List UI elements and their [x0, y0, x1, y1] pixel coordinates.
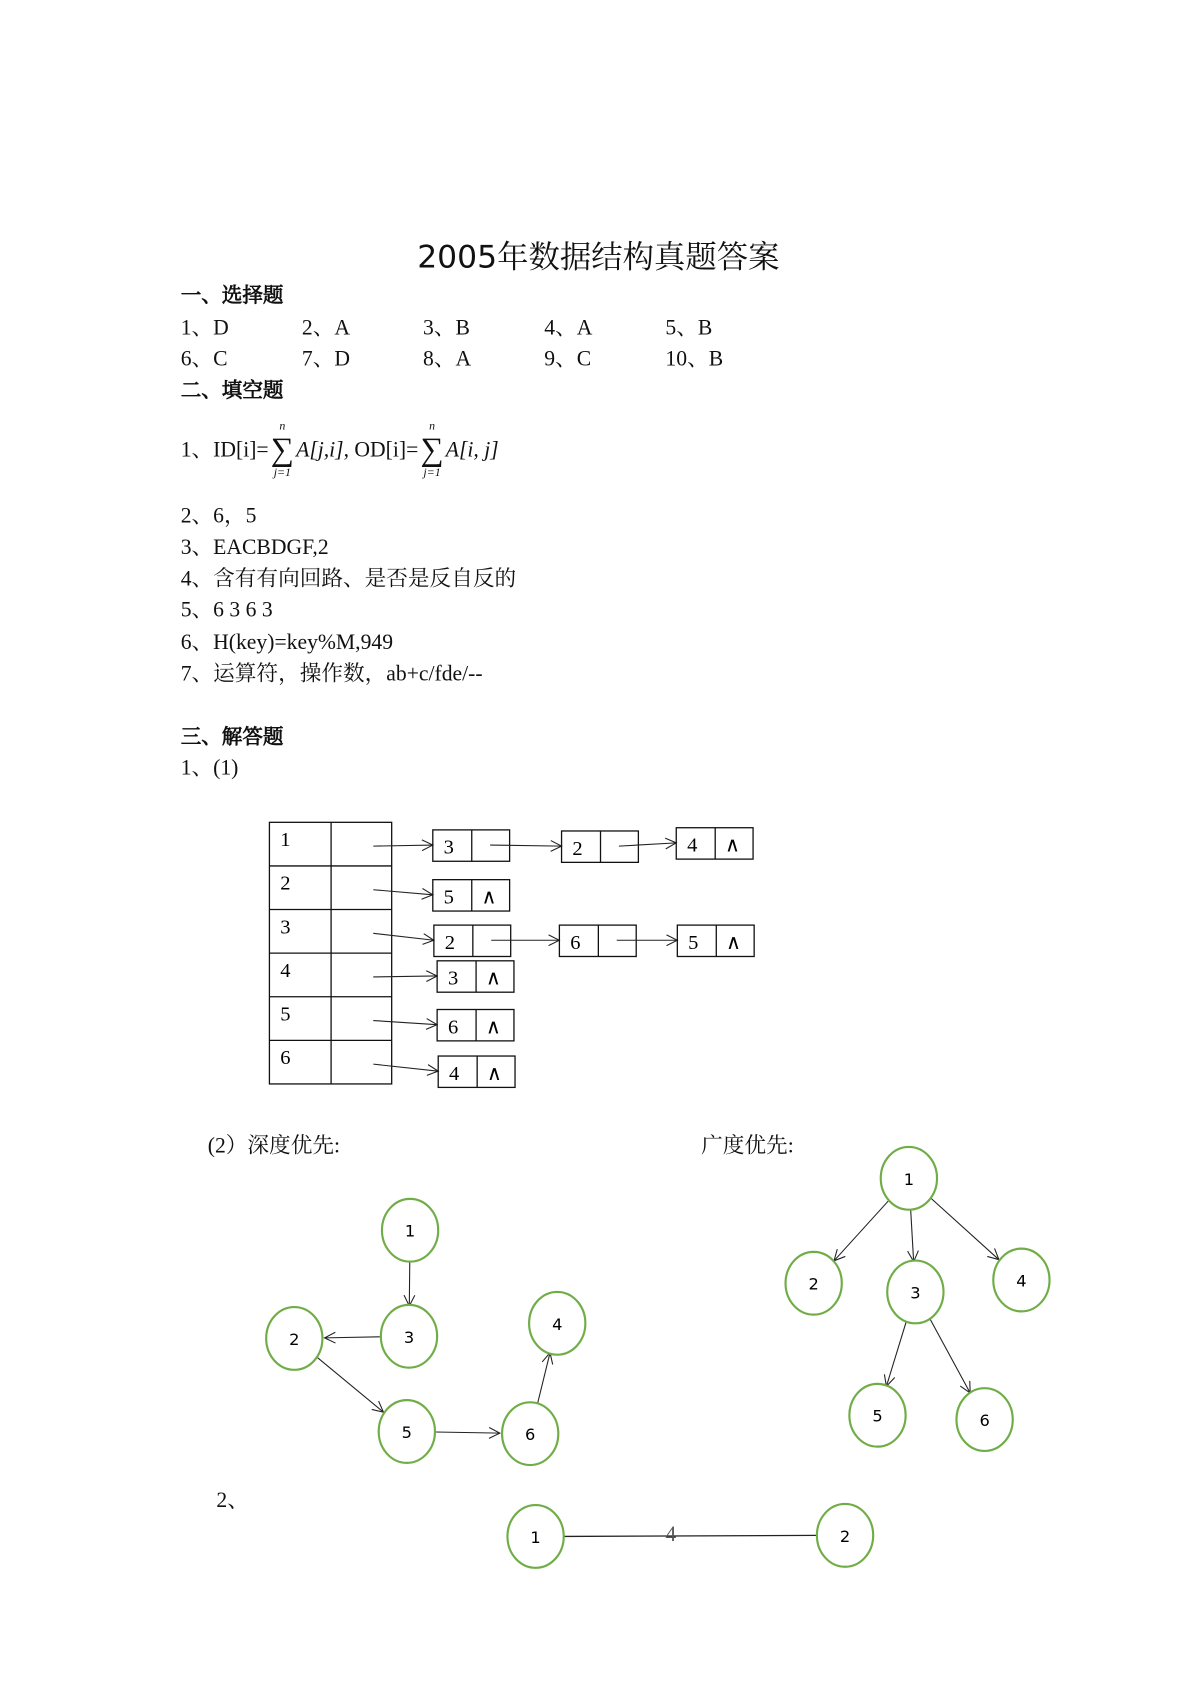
graph-node — [379, 1400, 435, 1463]
pointer-arrow — [373, 933, 434, 940]
graph-edge — [911, 1207, 914, 1261]
node-label: 3 — [404, 1328, 414, 1347]
choice-answer: 3、B — [423, 316, 470, 340]
vertex-cell: 5 — [280, 1004, 290, 1026]
pointer-arrow — [490, 845, 561, 846]
node-label: 1 — [530, 1528, 540, 1547]
graph-node — [502, 1402, 558, 1465]
graph-edge — [325, 1337, 380, 1338]
null-pointer: ∧ — [725, 835, 740, 857]
choice-answer: 5、B — [665, 316, 712, 340]
node-value: 4 — [449, 1063, 459, 1085]
graph-node — [786, 1252, 842, 1315]
graph-node — [956, 1388, 1012, 1451]
question-2-label: 2、 — [216, 1489, 248, 1513]
graph-edge — [436, 1432, 500, 1433]
node-label: 4 — [552, 1315, 562, 1334]
null-pointer: ∧ — [481, 886, 496, 908]
graph-node — [507, 1505, 563, 1568]
list-node — [437, 1010, 514, 1041]
sum-upper: n — [279, 420, 285, 434]
node-label: 5 — [872, 1407, 882, 1426]
node-value: 3 — [448, 968, 458, 990]
list-node — [433, 880, 510, 911]
adjacency-table — [269, 822, 391, 1084]
vertex-cell: 3 — [280, 916, 290, 938]
question-1-label: 1、(1) — [181, 756, 239, 780]
graph-node — [887, 1261, 943, 1324]
node-label: 6 — [525, 1425, 535, 1444]
choice-answer: 4、A — [544, 316, 592, 340]
formula-term1: A[j,i] — [296, 438, 344, 462]
fill-answer: 6、H(key)=key%M,949 — [181, 631, 393, 655]
sigma-symbol: ∑ — [271, 434, 294, 466]
graph-node — [881, 1147, 937, 1210]
fill-answer: 4、含有有向回路、是否是反自反的 — [181, 567, 516, 591]
node-label: 5 — [402, 1423, 412, 1442]
node-label: 2 — [840, 1527, 850, 1546]
section-heading-choice: 一、选择题 — [181, 283, 284, 307]
choice-answer: 6、C — [181, 347, 228, 371]
sum-lower: j=1 — [423, 466, 440, 480]
node-value: 6 — [570, 932, 580, 954]
null-pointer: ∧ — [487, 1063, 502, 1085]
graph-node — [993, 1249, 1049, 1312]
graph-node — [529, 1292, 585, 1355]
node-label: 2 — [808, 1275, 818, 1294]
graph-edge — [929, 1318, 970, 1393]
graph-edge — [834, 1200, 889, 1261]
node-label: 1 — [904, 1170, 914, 1189]
page-title: 2005年数据结构真题答案 — [0, 239, 1190, 274]
node-label: 1 — [405, 1222, 415, 1241]
pointer-arrow — [373, 976, 437, 977]
graph-edge — [317, 1357, 384, 1412]
choice-answer: 10、B — [665, 347, 723, 371]
choice-answer: 8、A — [423, 347, 471, 371]
vertex-cell: 1 — [280, 829, 290, 851]
dfs-label: (2）深度优先: — [208, 1134, 340, 1158]
list-node — [562, 831, 639, 862]
pointer-arrow — [373, 1021, 437, 1025]
vertex-cell: 2 — [280, 873, 290, 895]
graph-edge — [537, 1353, 550, 1406]
pointer-arrow — [373, 890, 433, 895]
node-value: 3 — [444, 837, 454, 859]
fill-answer: 2、6，5 — [181, 504, 257, 528]
formula-prefix: 1、ID[i]= — [181, 438, 269, 462]
graph-node — [382, 1199, 438, 1262]
formula-mid: , OD[i]= — [344, 438, 419, 462]
list-node — [438, 1056, 515, 1087]
choice-answer: 1、D — [181, 316, 229, 340]
graph-node — [849, 1384, 905, 1447]
node-value: 6 — [448, 1016, 458, 1038]
weighted-edge — [564, 1535, 817, 1536]
list-node — [437, 961, 514, 992]
formula-term2: A[i, j] — [446, 438, 499, 462]
sum-lower: j=1 — [274, 466, 291, 480]
pointer-arrow — [373, 845, 433, 846]
sigma-symbol: ∑ — [420, 434, 443, 466]
section-heading-answer: 三、解答题 — [181, 725, 284, 749]
node-value: 2 — [445, 932, 455, 954]
pointer-arrow — [619, 843, 676, 846]
graph-node — [817, 1504, 873, 1567]
fill-answer: 5、6 3 6 3 — [181, 598, 273, 622]
list-node — [677, 925, 754, 956]
pointer-arrow — [373, 1064, 438, 1071]
node-value: 2 — [572, 838, 582, 860]
section-heading-fill: 二、填空题 — [181, 379, 284, 403]
list-node — [676, 828, 753, 859]
vertex-cell: 6 — [280, 1047, 290, 1069]
null-pointer: ∧ — [726, 932, 741, 954]
node-label: 2 — [289, 1330, 299, 1349]
node-label: 4 — [1016, 1271, 1026, 1290]
graph-node — [381, 1305, 437, 1368]
choice-answer: 9、C — [544, 347, 591, 371]
node-label: 6 — [979, 1411, 989, 1430]
null-pointer: ∧ — [486, 1016, 501, 1038]
edge-weight: 4 — [665, 1522, 676, 1546]
fill-answer: 7、运算符，操作数，ab+c/fde/-- — [181, 662, 483, 686]
node-value: 5 — [444, 886, 454, 908]
node-label: 3 — [910, 1283, 920, 1302]
fill-answer: 3、EACBDGF,2 — [181, 536, 329, 560]
choice-answer: 2、A — [302, 316, 350, 340]
node-value: 5 — [688, 932, 698, 954]
bfs-label: 广度优先: — [701, 1134, 794, 1158]
null-pointer: ∧ — [486, 968, 501, 990]
node-value: 4 — [687, 835, 697, 857]
graph-edge — [931, 1198, 999, 1260]
vertex-cell: 4 — [280, 960, 290, 982]
choice-answer: 7、D — [302, 347, 350, 371]
graph-node — [266, 1307, 322, 1370]
sum-upper: n — [429, 420, 435, 434]
graph-edge — [886, 1320, 906, 1386]
